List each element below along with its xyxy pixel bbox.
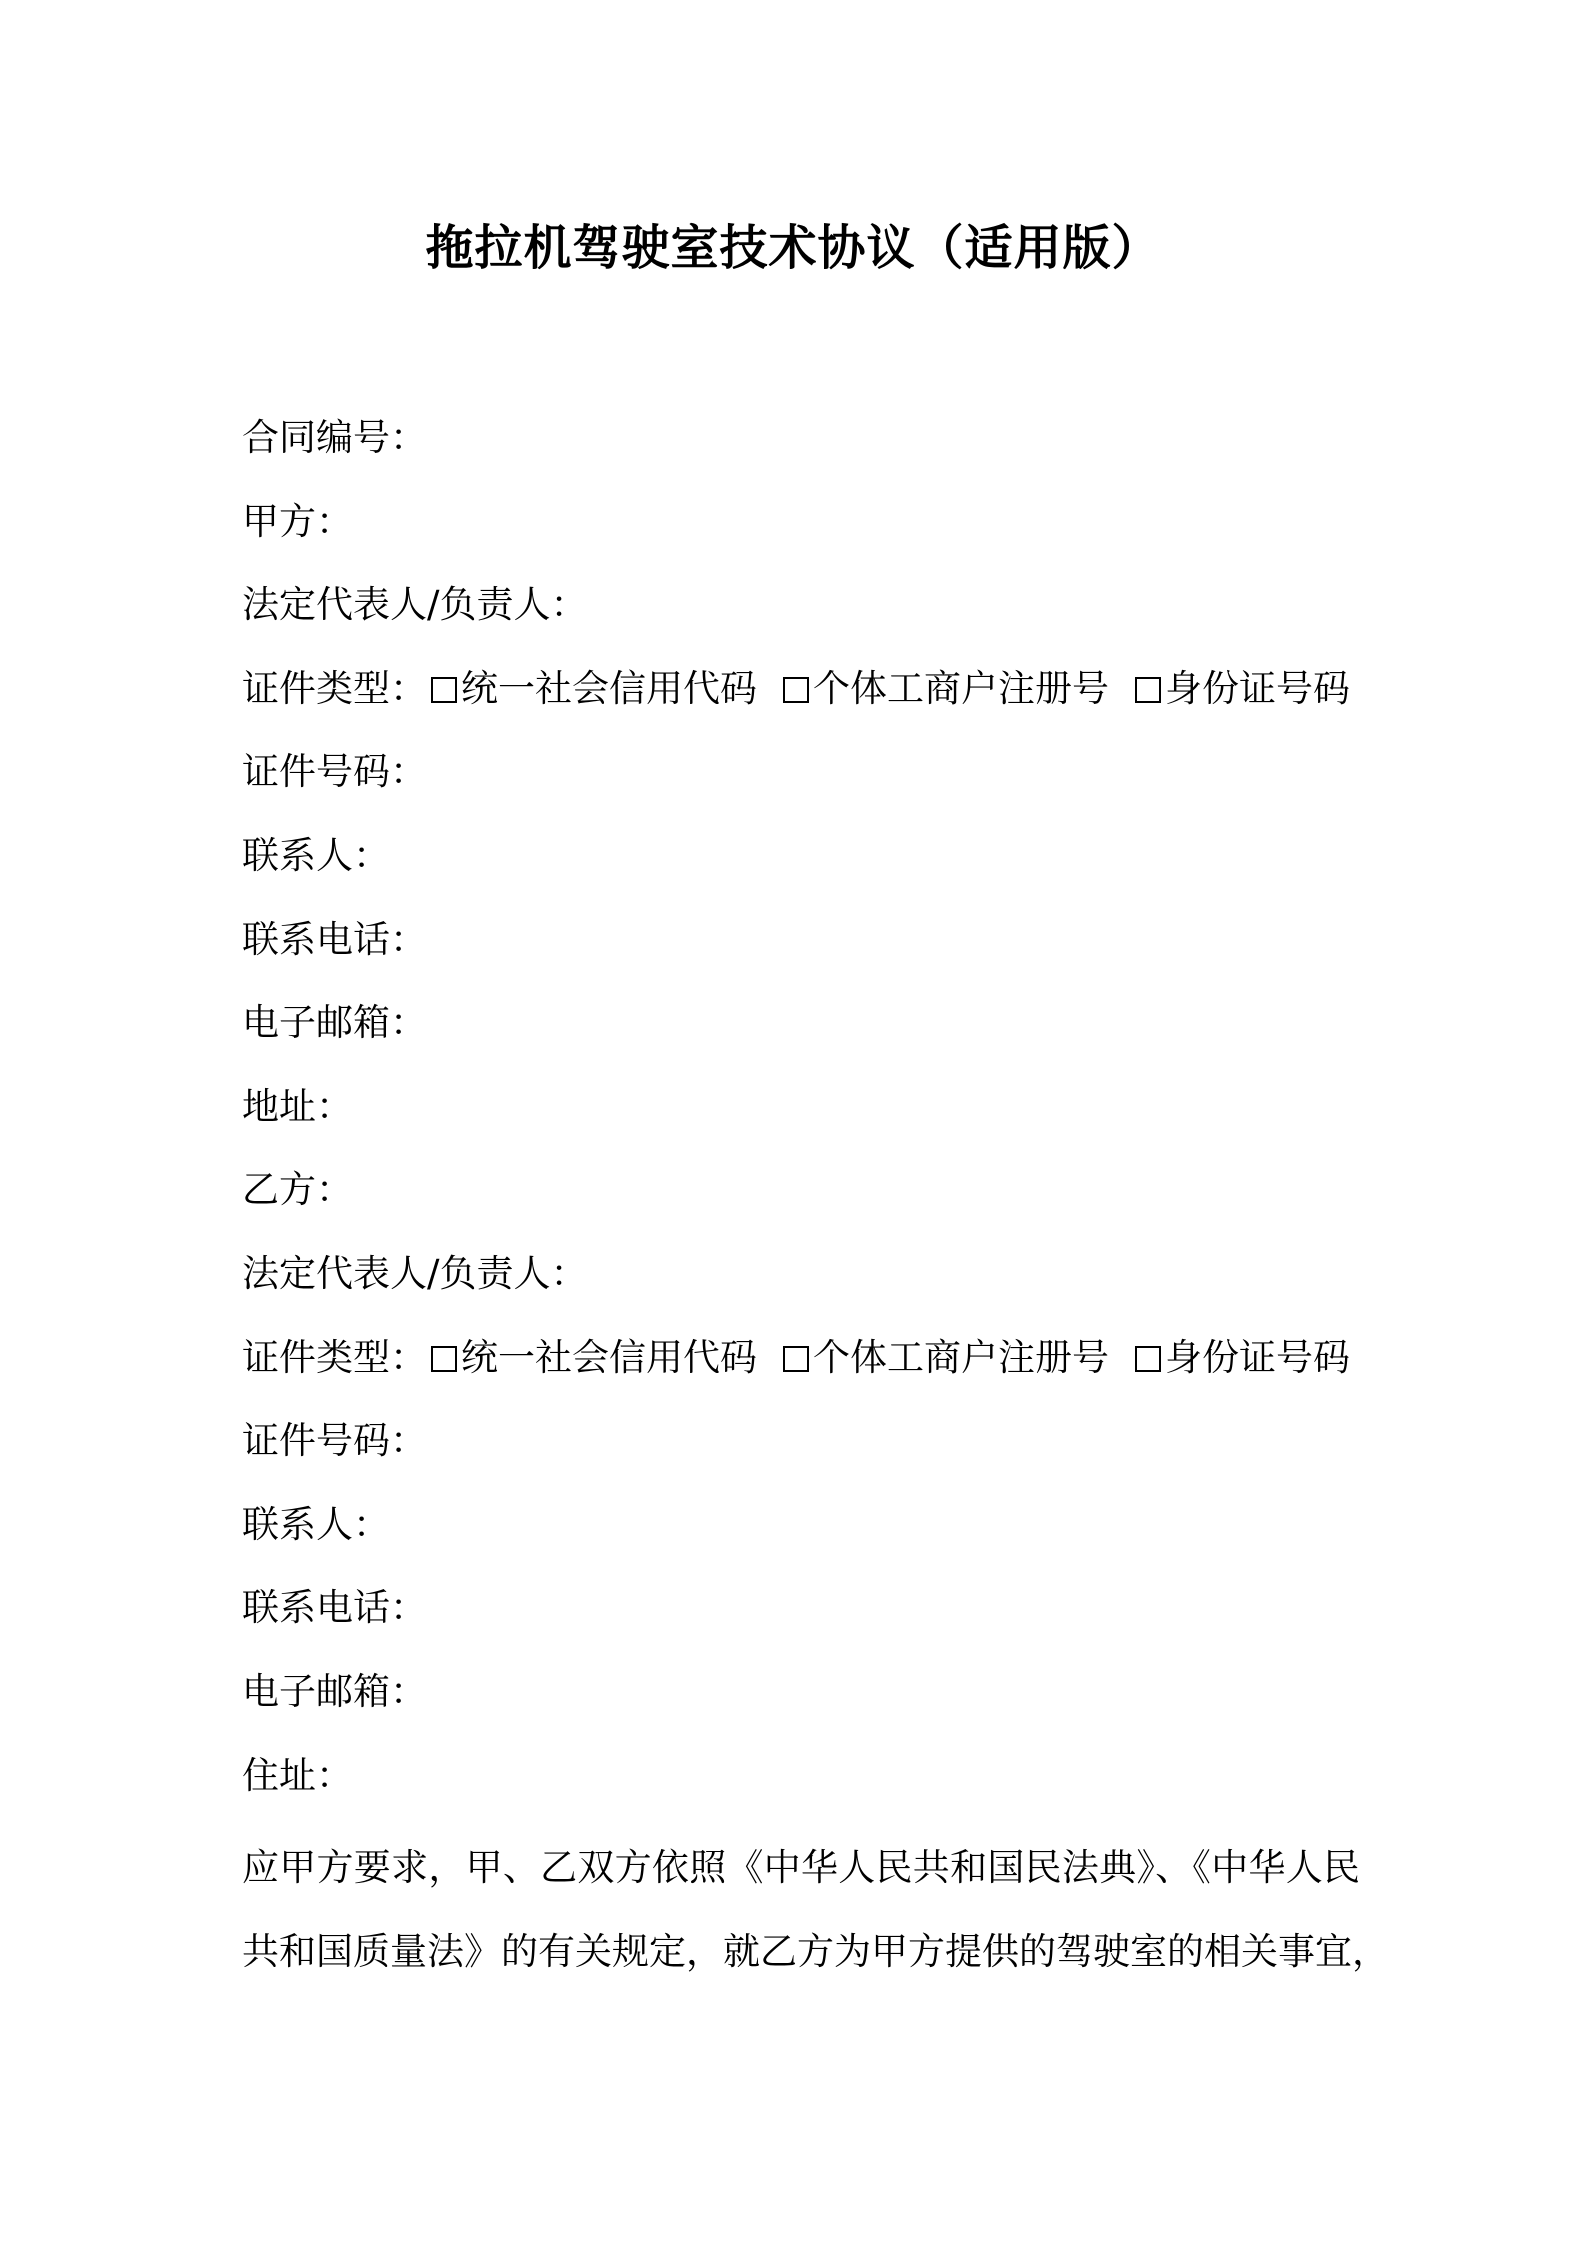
field-label: 合同编号： — [242, 416, 427, 459]
field-label: 证件类型： — [242, 666, 427, 710]
form-field-row — [242, 492, 1362, 576]
checkbox-icon[interactable] — [1135, 677, 1161, 703]
checkbox-icon[interactable] — [1135, 1346, 1161, 1372]
paragraph-line: 应甲方要求，甲、乙双方依照《中华人民共和国民法典》、《中华人民 — [242, 1846, 1360, 1889]
form-field-row — [242, 993, 1362, 1077]
field-label: 住址： — [242, 1753, 353, 1797]
id-type-option[interactable] — [779, 1336, 1109, 1379]
preamble-paragraph — [242, 1826, 1389, 1993]
field-label: 证件号码： — [242, 1419, 427, 1463]
checkbox-icon[interactable] — [783, 677, 809, 703]
form-field-row — [242, 1160, 1362, 1244]
document-title: 拖拉机驾驶室技术协议（适用版） — [425, 220, 1161, 276]
form-field-row — [242, 659, 1362, 743]
form-field-row — [242, 1662, 1362, 1746]
checkbox-icon[interactable] — [431, 1346, 457, 1372]
option-label: 统一社会信用代码 — [461, 666, 757, 710]
form-field-row — [242, 742, 1362, 826]
form-field-row — [242, 1495, 1362, 1579]
field-label: 法定代表人/负责人： — [242, 583, 588, 627]
field-label: 电子邮箱： — [242, 1001, 427, 1045]
checkbox-icon[interactable] — [431, 677, 457, 703]
field-label: 乙方： — [242, 1168, 353, 1212]
id-type-options — [427, 667, 1350, 710]
id-type-option[interactable] — [427, 1336, 757, 1379]
paragraph-line: 共和国质量法》的有关规定，就乙方为甲方提供的驾驶室的相关事宜， — [242, 1929, 1389, 1973]
form-field-row — [242, 1746, 1362, 1830]
id-type-option[interactable] — [1131, 667, 1350, 710]
option-label: 个体工商户注册号 — [813, 666, 1109, 710]
form-field-row — [242, 1077, 1362, 1161]
field-label: 联系人： — [242, 833, 390, 877]
form-field-row — [242, 408, 1362, 492]
field-label: 甲方： — [242, 499, 353, 543]
id-type-option[interactable] — [427, 667, 757, 710]
field-label: 联系电话： — [242, 1586, 427, 1630]
field-label: 证件号码： — [242, 750, 427, 794]
field-label: 电子邮箱： — [242, 1669, 427, 1713]
form-field-row — [242, 575, 1362, 659]
field-label: 联系人： — [242, 1502, 390, 1546]
checkbox-icon[interactable] — [783, 1346, 809, 1372]
form-field-row — [242, 1578, 1362, 1662]
option-label: 个体工商户注册号 — [813, 1335, 1109, 1379]
field-label: 联系电话： — [242, 917, 427, 961]
field-label: 法定代表人/负责人： — [242, 1251, 588, 1295]
field-label: 地址： — [242, 1084, 353, 1128]
field-label: 证件类型： — [242, 1335, 427, 1379]
form-field-row — [242, 826, 1362, 910]
id-type-option[interactable] — [779, 667, 1109, 710]
option-label: 身份证号码 — [1165, 1335, 1350, 1379]
form-field-row — [242, 1411, 1362, 1495]
id-type-option[interactable] — [1131, 1336, 1350, 1379]
option-label: 统一社会信用代码 — [461, 1335, 757, 1379]
form-field-row — [242, 910, 1362, 994]
form-field-row — [242, 1244, 1362, 1328]
party-info-fields — [242, 408, 1362, 1829]
id-type-options — [427, 1336, 1350, 1379]
option-label: 身份证号码 — [1165, 666, 1350, 710]
form-field-row — [242, 1328, 1362, 1412]
